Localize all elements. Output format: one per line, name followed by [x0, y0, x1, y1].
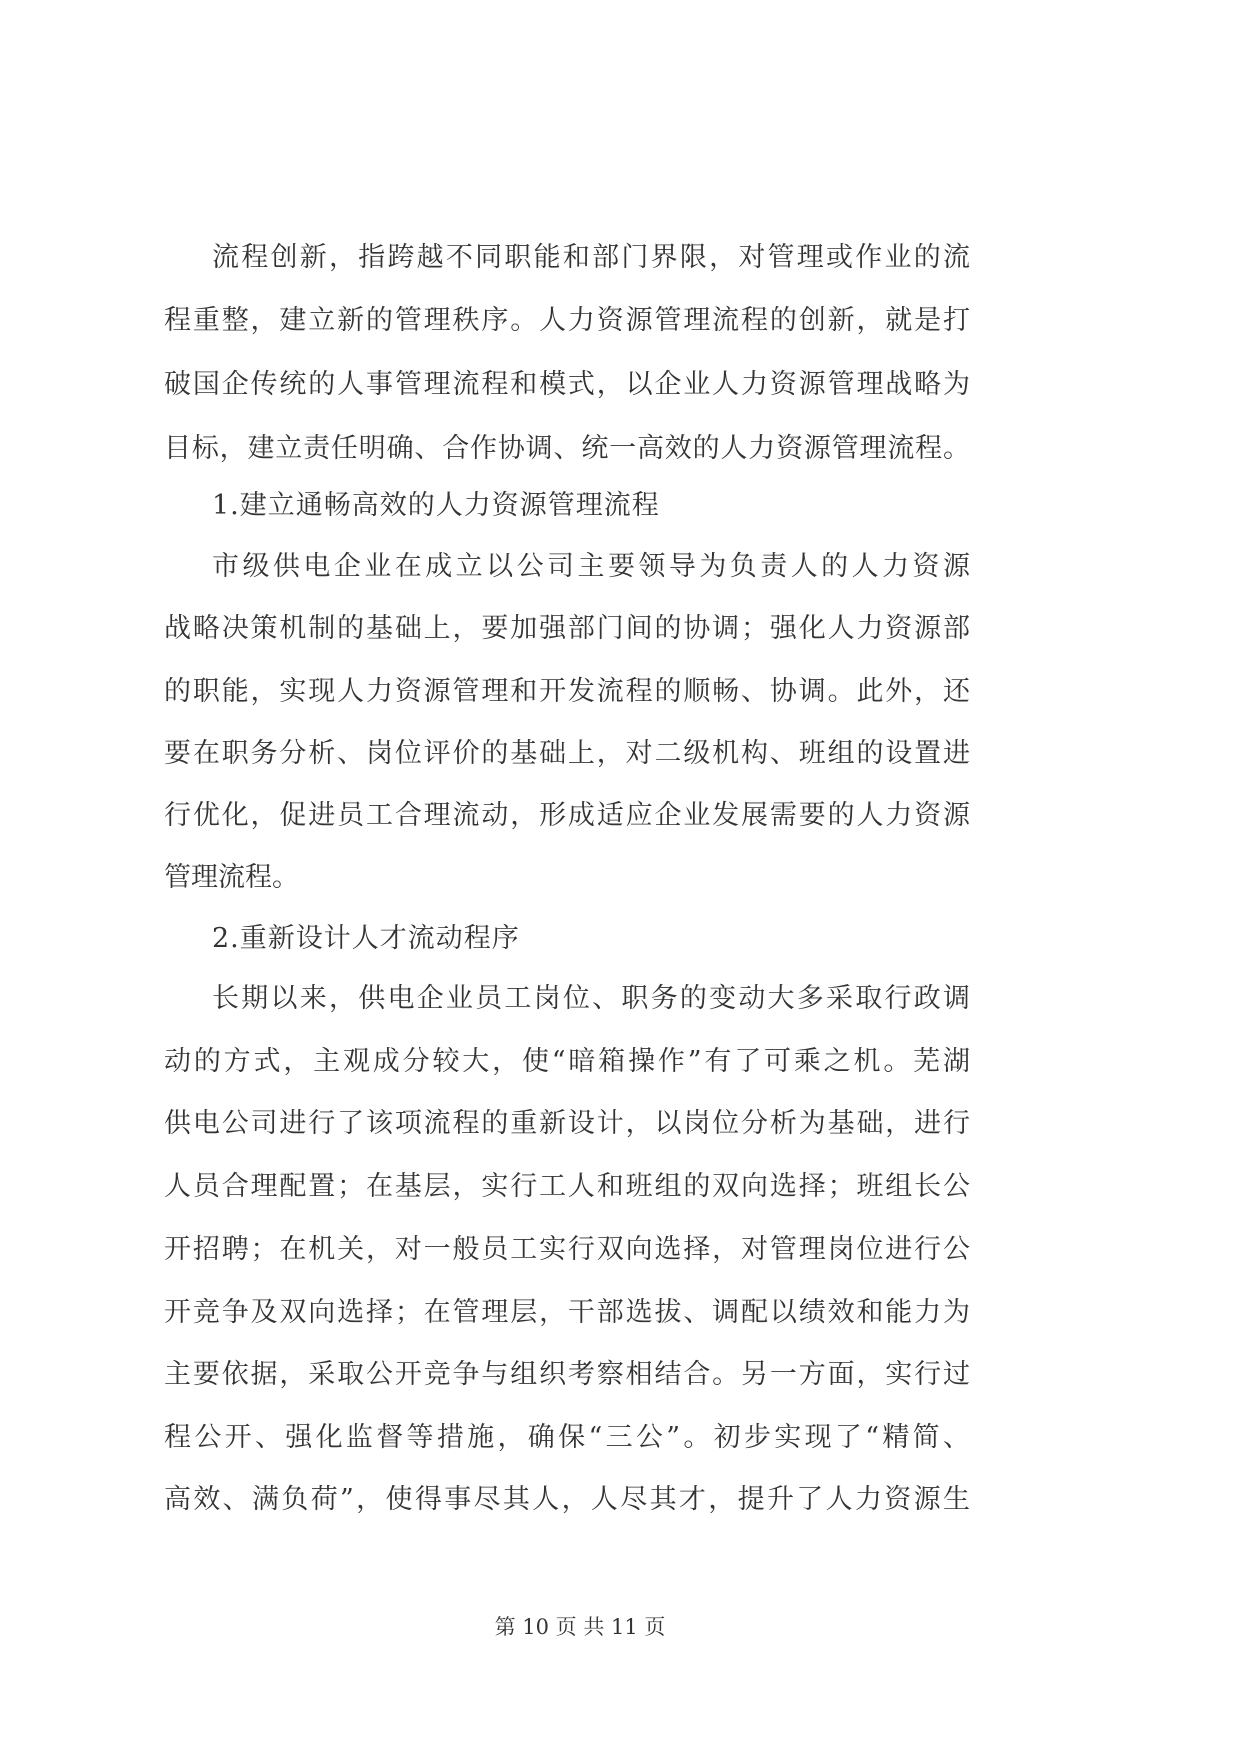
text-line: 动的方式，主观成分较大，使“暗箱操作”有了可乘之机。芜湖	[164, 1046, 970, 1077]
text-line: 的职能，实现人力资源管理和开发流程的顺畅、协调。此外，还	[164, 676, 970, 707]
text-line: 长期以来，供电企业员工岗位、职务的变动大多采取行政调	[212, 983, 970, 1014]
text-line: 人员合理配置；在基层，实行工人和班组的双向选择；班组长公	[164, 1171, 970, 1202]
text-line: 管理流程。	[164, 862, 299, 893]
text-line: 程公开、强化监督等措施，确保“三公”。初步实现了“精简、	[164, 1422, 970, 1453]
text-line: 要在职务分析、岗位评价的基础上，对二级机构、班组的设置进	[164, 738, 970, 769]
text-line: 流程创新，指跨越不同职能和部门界限，对管理或作业的流	[212, 242, 970, 273]
text-line: 主要依据，采取公开竞争与组织考察相结合。另一方面，实行过	[164, 1359, 970, 1390]
text-line: 市级供电企业在成立以公司主要领导为负责人的人力资源	[212, 551, 970, 582]
text-line: 高效、满负荷”，使得事尽其人，人尽其才，提升了人力资源生	[164, 1484, 970, 1515]
text-line: 行优化，促进员工合理流动，形成适应企业发展需要的人力资源	[164, 800, 970, 831]
text-line: 程重整，建立新的管理秩序。人力资源管理流程的创新，就是打	[164, 305, 970, 336]
section-heading: 2.重新设计人才流动程序	[212, 923, 520, 954]
text-line: 开招聘；在机关，对一般员工实行双向选择，对管理岗位进行公	[164, 1234, 970, 1265]
section-heading: 1.建立通畅高效的人力资源管理流程	[212, 490, 660, 521]
text-line: 战略决策机制的基础上，要加强部门间的协调；强化人力资源部	[164, 613, 970, 644]
page-footer-indicator: 第 10 页 共 11 页	[494, 1615, 666, 1639]
text-line: 供电公司进行了该项流程的重新设计，以岗位分析为基础，进行	[164, 1108, 970, 1139]
text-line: 目标，建立责任明确、合作协调、统一高效的人力资源管理流程。	[164, 433, 970, 464]
text-line: 破国企传统的人事管理流程和模式，以企业人力资源管理战略为	[164, 369, 970, 400]
text-line: 开竞争及双向选择；在管理层，干部选拔、调配以绩效和能力为	[164, 1297, 970, 1328]
